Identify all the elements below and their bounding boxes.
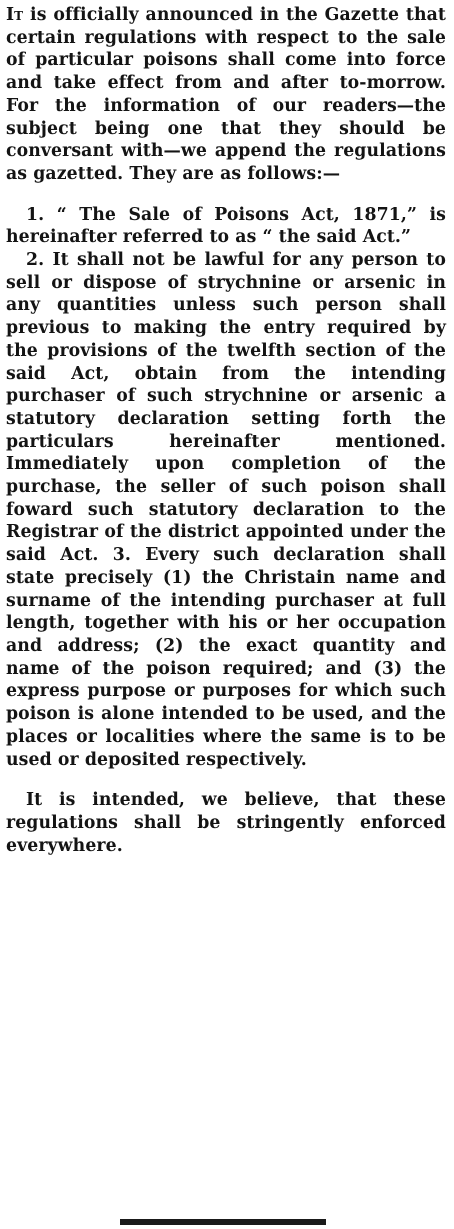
lead-word: It: [6, 5, 24, 25]
article-closing-paragraph: It is intended, we believe, that these regulations shall be stringently enforced everywhere.: [6, 790, 446, 856]
newspaper-column: [6, 4, 446, 857]
regulation-1: 1. “ The Sale of Poisons Act, 1871,” is hereinafter referred to as “ the said Act.”: [6, 204, 446, 248]
regulation-2-3: 2. It shall not be lawful for any person to sell or dispose of strychnine or arsenic in any quantities unless such person shall previous to making the entry required by the provisions of the twelfth section of the said Act, obtain from the intending purchaser of such strychnine or arsenic a statutory declaration setting forth the particulars hereinafter mentioned. Immediately upon completion of the purchase, the seller of such poison shall foward such statutory declaration to the Registrar of the district appointed under the said Act. 3. Every such declaration shall state precisely (1) the Christain name and surname of the intending purchaser at full length, together with his or her occupation and address; (2) the exact quantity and name of the poison required; and (3) the express purpose or purposes for which such poison is alone intended to be used, and the places or localities where the same is to be used or deposited respectively.: [6, 250, 446, 770]
section-divider-rule: [120, 1219, 326, 1225]
article-paragraph-intro: [6, 4, 446, 186]
intro-text: is officially announced in the Gazette that certain regulations with respect to the sale of particular poisons shall come into force and take effect from and after to-morrow. For the information of our readers—the subject being one that they should be conversant with—we append the regulations as gazetted. They are as follows:—: [6, 5, 446, 184]
